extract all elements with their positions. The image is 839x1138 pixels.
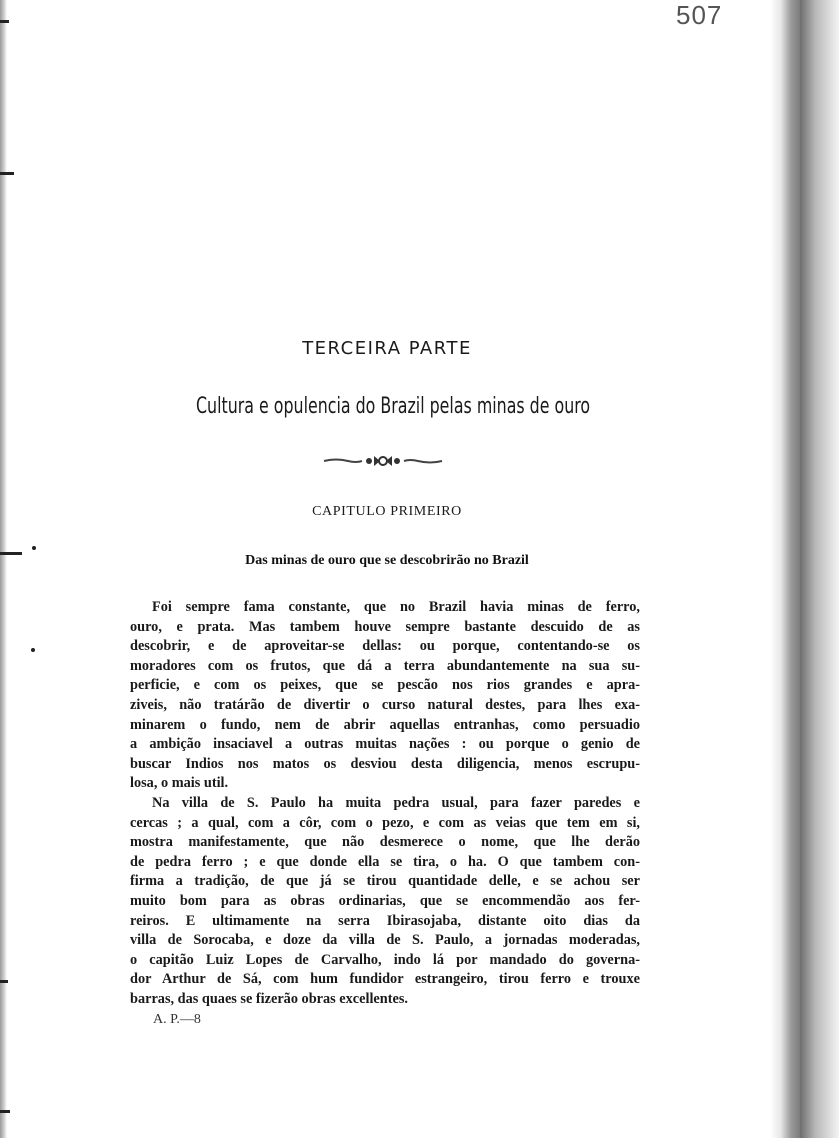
- text-line: ziveis, não tratárão de divertir o curso natural destes, para lhes exa-: [130, 696, 640, 713]
- text-line: a ambição insaciavel a outras muitas nações : ou porque o genio de: [130, 736, 640, 753]
- text-line: villa de Sorocaba, e doze da villa de S. Paulo, a jornadas moderadas,: [130, 932, 640, 949]
- text-line: buscar Indios nos matos os desviou desta diligencia, menos escrupu-: [130, 755, 640, 772]
- text-line: losa, o mais util.: [130, 775, 229, 792]
- text-line: mostra manifestamente, que não desmerece o nome, que lhe derão: [130, 834, 640, 851]
- scan-mark: [0, 980, 8, 983]
- text-line: cercas ; a qual, com a côr, com o pezo, e com as veias que tem em si,: [130, 814, 640, 831]
- part-title: TERCEIRA PARTE: [302, 338, 472, 359]
- text-line: minarem o fundo, nem de abrir aquellas entranhas, como persuadio: [130, 716, 640, 733]
- scan-left-edge: [0, 0, 7, 1138]
- scan-mark: [0, 172, 14, 175]
- text-line: o capitão Luiz Lopes de Carvalho, indo lá por mandado do governa-: [130, 951, 640, 968]
- ornament-divider: [322, 453, 444, 469]
- chapter-title: CAPITULO PRIMEIRO: [312, 504, 462, 519]
- text-line: perficie, e com os peixes, que se pescão nos rios grandes e apra-: [130, 677, 640, 694]
- text-line: Na villa de S. Paulo ha muita pedra usual, para fazer paredes e: [152, 794, 640, 811]
- scan-dot: [31, 648, 35, 652]
- scan-mark: [0, 1110, 10, 1113]
- text-line: de pedra ferro ; e que donde ella se tira, o ha. O que tambem con-: [130, 853, 640, 870]
- body-text: [130, 598, 640, 1009]
- scan-mark: [0, 20, 9, 23]
- text-line: muito bom para as obras ordinarias, que se encommendão aos fer-: [130, 892, 640, 909]
- signature-mark: A. P.—8: [153, 1012, 201, 1027]
- section-title: Das minas de ouro que se descobrirão no Brazil: [245, 553, 529, 568]
- scan-dot: [32, 546, 36, 550]
- scan-right-edge: [770, 0, 800, 1138]
- text-line: Foi sempre fama constante, que no Brazil havia minas de ferro,: [152, 599, 640, 615]
- text-line: descobrir, e de aproveitar-se dellas: ou porque, contentando-se os: [130, 638, 640, 655]
- text-line: dor Arthur de Sá, com hum fundidor estrangeiro, tirou ferro e trouxe: [130, 971, 640, 988]
- text-line: firma a tradição, de que já se tirou quantidade delle, e se achou ser: [130, 873, 640, 890]
- text-line: ouro, e prata. Mas tambem houve sempre bastante descuido de as: [130, 618, 640, 635]
- part-subtitle: Cultura e opulencia do Brazil pelas minas de ouro: [196, 394, 591, 419]
- text-line: reiros. E ultimamente na serra Ibirasojaba, distante oito dias da: [130, 912, 640, 929]
- text-line: barras, das quaes se fizerão obras excellentes.: [130, 990, 408, 1007]
- scan-right-border: [800, 0, 839, 1138]
- page-number: 507: [676, 0, 723, 30]
- text-line: moradores com os frutos, que dá a terra abundantemente na sua su-: [130, 657, 640, 674]
